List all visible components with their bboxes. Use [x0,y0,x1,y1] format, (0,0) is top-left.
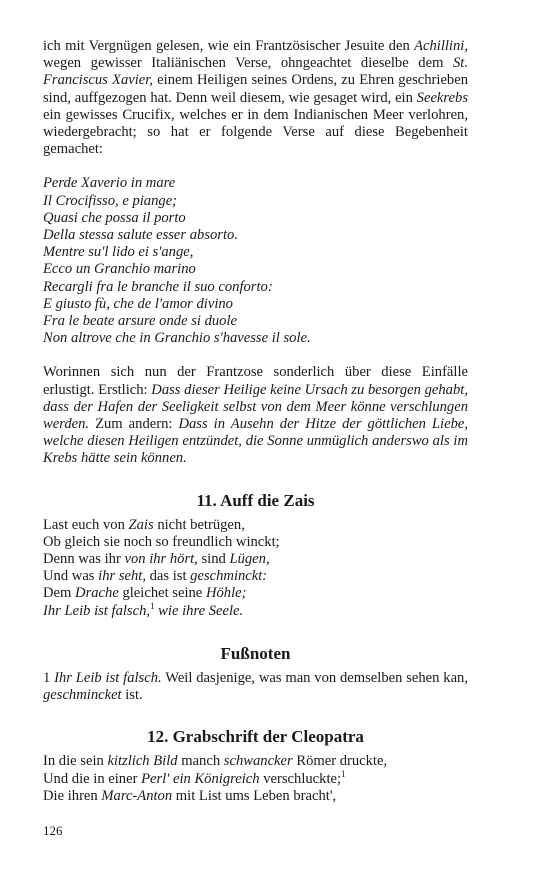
italic-text: ihr seht, [98,568,146,585]
italic-text: Zais [128,516,154,533]
italic-text: wie ihre Seele. [154,602,244,619]
italic-text: geschmincket [43,687,122,704]
text-run: verschluckte; [259,770,342,787]
italic-text: von ihr hört, [124,551,198,568]
verse-line: Recargli fra le branche il suo conforto: [43,278,273,295]
text-run: ich mit Vergnügen gelesen, wie ein Frantzösischer Jesuite den [43,38,415,54]
verse-line: Perde Xaverio in mare [43,175,176,192]
spacer [43,704,468,727]
text-run: Zum andern: [89,416,179,433]
footnote-ref: 1 [150,600,155,611]
section-11-poem [43,517,468,620]
spacer [43,158,468,175]
footnotes-heading: Fußnoten [220,643,291,663]
spacer [43,620,468,644]
italic-text: Marc-Anton [101,787,173,804]
italic-text: Dass dieser Heilige keine Ursach zu besorgen gehabt, dass der Hafen der Seeligkeit selbst von dem Meer könne verschlungen werden. [43,381,468,433]
verse-line: Fra le beate arsure onde si duole [43,313,238,330]
poem-line [43,517,468,534]
commentary-paragraph [43,364,468,467]
italic-text: Höhle; [205,585,247,602]
poem-line [43,600,468,620]
poem-line [43,585,468,602]
verse-line: Della stessa salute esser absorto. [43,227,238,244]
text-run: Und die in einer [43,770,142,787]
text-run: mit List ums Leben bracht', [172,787,337,804]
verse-line: Ecco un Granchio marino [43,261,196,278]
text-run: ein gewisses Crucifix, welches er in dem Indianischen Meer verlohren, wiedergebracht; so hat er folgende Verse auf diese Begebenheit gemachet: [43,106,468,158]
text-run: 1 [43,669,55,686]
italic-text: Drache [75,585,119,602]
text-run: ist. [121,687,143,704]
text-run: das ist [145,568,191,585]
text-run: gleichet seine [118,585,206,602]
verse-line: Non altrove che in Granchio s'havesse il sole. [43,330,311,347]
text-run: In die sein [43,753,108,770]
poem-line [43,568,468,585]
verse-line: Quasi che possa il porto [43,209,186,226]
text-run: Weil dasjenige, was man von demselben sehen kan, [161,669,468,686]
italic-text: Achillini, [414,38,468,54]
text-run: einem Heiligen seines Ordens, zu Ehren geschrieben sind, auffgezogen hat. Denn weil diesem, wie gesaget wird, ein [43,72,468,106]
verse-line: Mentre su'l lido ei s'ange, [43,244,194,261]
italic-text: St. Franciscus Xavier, [43,55,468,89]
italic-text: geschminckt: [190,568,268,585]
text-run: Und was [43,568,99,585]
footnote-1 [43,670,468,704]
text-run: nicht betrügen, [153,516,245,533]
text-run: Die ihren [43,787,102,804]
italic-text: Lügen, [229,551,270,568]
text-run: Ob gleich sie noch so freundlich winckt; [43,533,280,550]
italic-text: Perl' ein Königreich [141,770,260,787]
italic-text: kitzlich Bild [107,753,178,770]
italic-text: Seekrebs [416,89,468,106]
poem-line [43,768,468,788]
spacer [43,468,468,491]
text-run: Dem [43,585,76,602]
footnote-ref: 1 [341,768,346,779]
intro-paragraph [43,38,468,158]
text-run: sind [197,551,230,568]
italian-verse [43,175,468,347]
text-run: manch [177,753,224,770]
spacer [43,347,468,364]
italic-text: schwancker [223,753,293,770]
text-run: Worinnen sich nun der Frantzose sonderlich über diese Einfälle erlustigt. Erstlich: [43,364,468,398]
section-12-poem [43,753,468,805]
verse-line: Il Crocifisso, e piange; [43,192,178,209]
italic-text: Ihr Leib ist falsch, [43,602,151,619]
text-run: Denn was ihr [43,551,125,568]
text-run: Last euch von [43,516,129,533]
text-run: Römer druckte, [292,753,388,770]
poem-line [43,753,468,770]
poem-line [43,788,468,805]
verse-line: E giusto fù, che de l'amor divino [43,295,233,312]
page-number: 126 [43,823,63,838]
poem-line [43,534,468,551]
text-run: wegen gewisser Italiänischen Verse, ohngeachtet dieselbe dem [43,55,453,72]
book-page [43,38,468,805]
italic-text: Dass in Ausehn der Hitze der göttlichen Liebe, welche diesen Heiligen entzündet, die Sonne unmüglich anderswo als im Krebs hätte sein können. [43,416,468,467]
italic-text: Ihr Leib ist falsch. [54,669,162,686]
poem-line [43,551,468,568]
section-11-heading: 11. Auff die Zais [196,490,315,510]
section-12-heading: 12. Grabschrift der Cleopatra [147,727,364,747]
